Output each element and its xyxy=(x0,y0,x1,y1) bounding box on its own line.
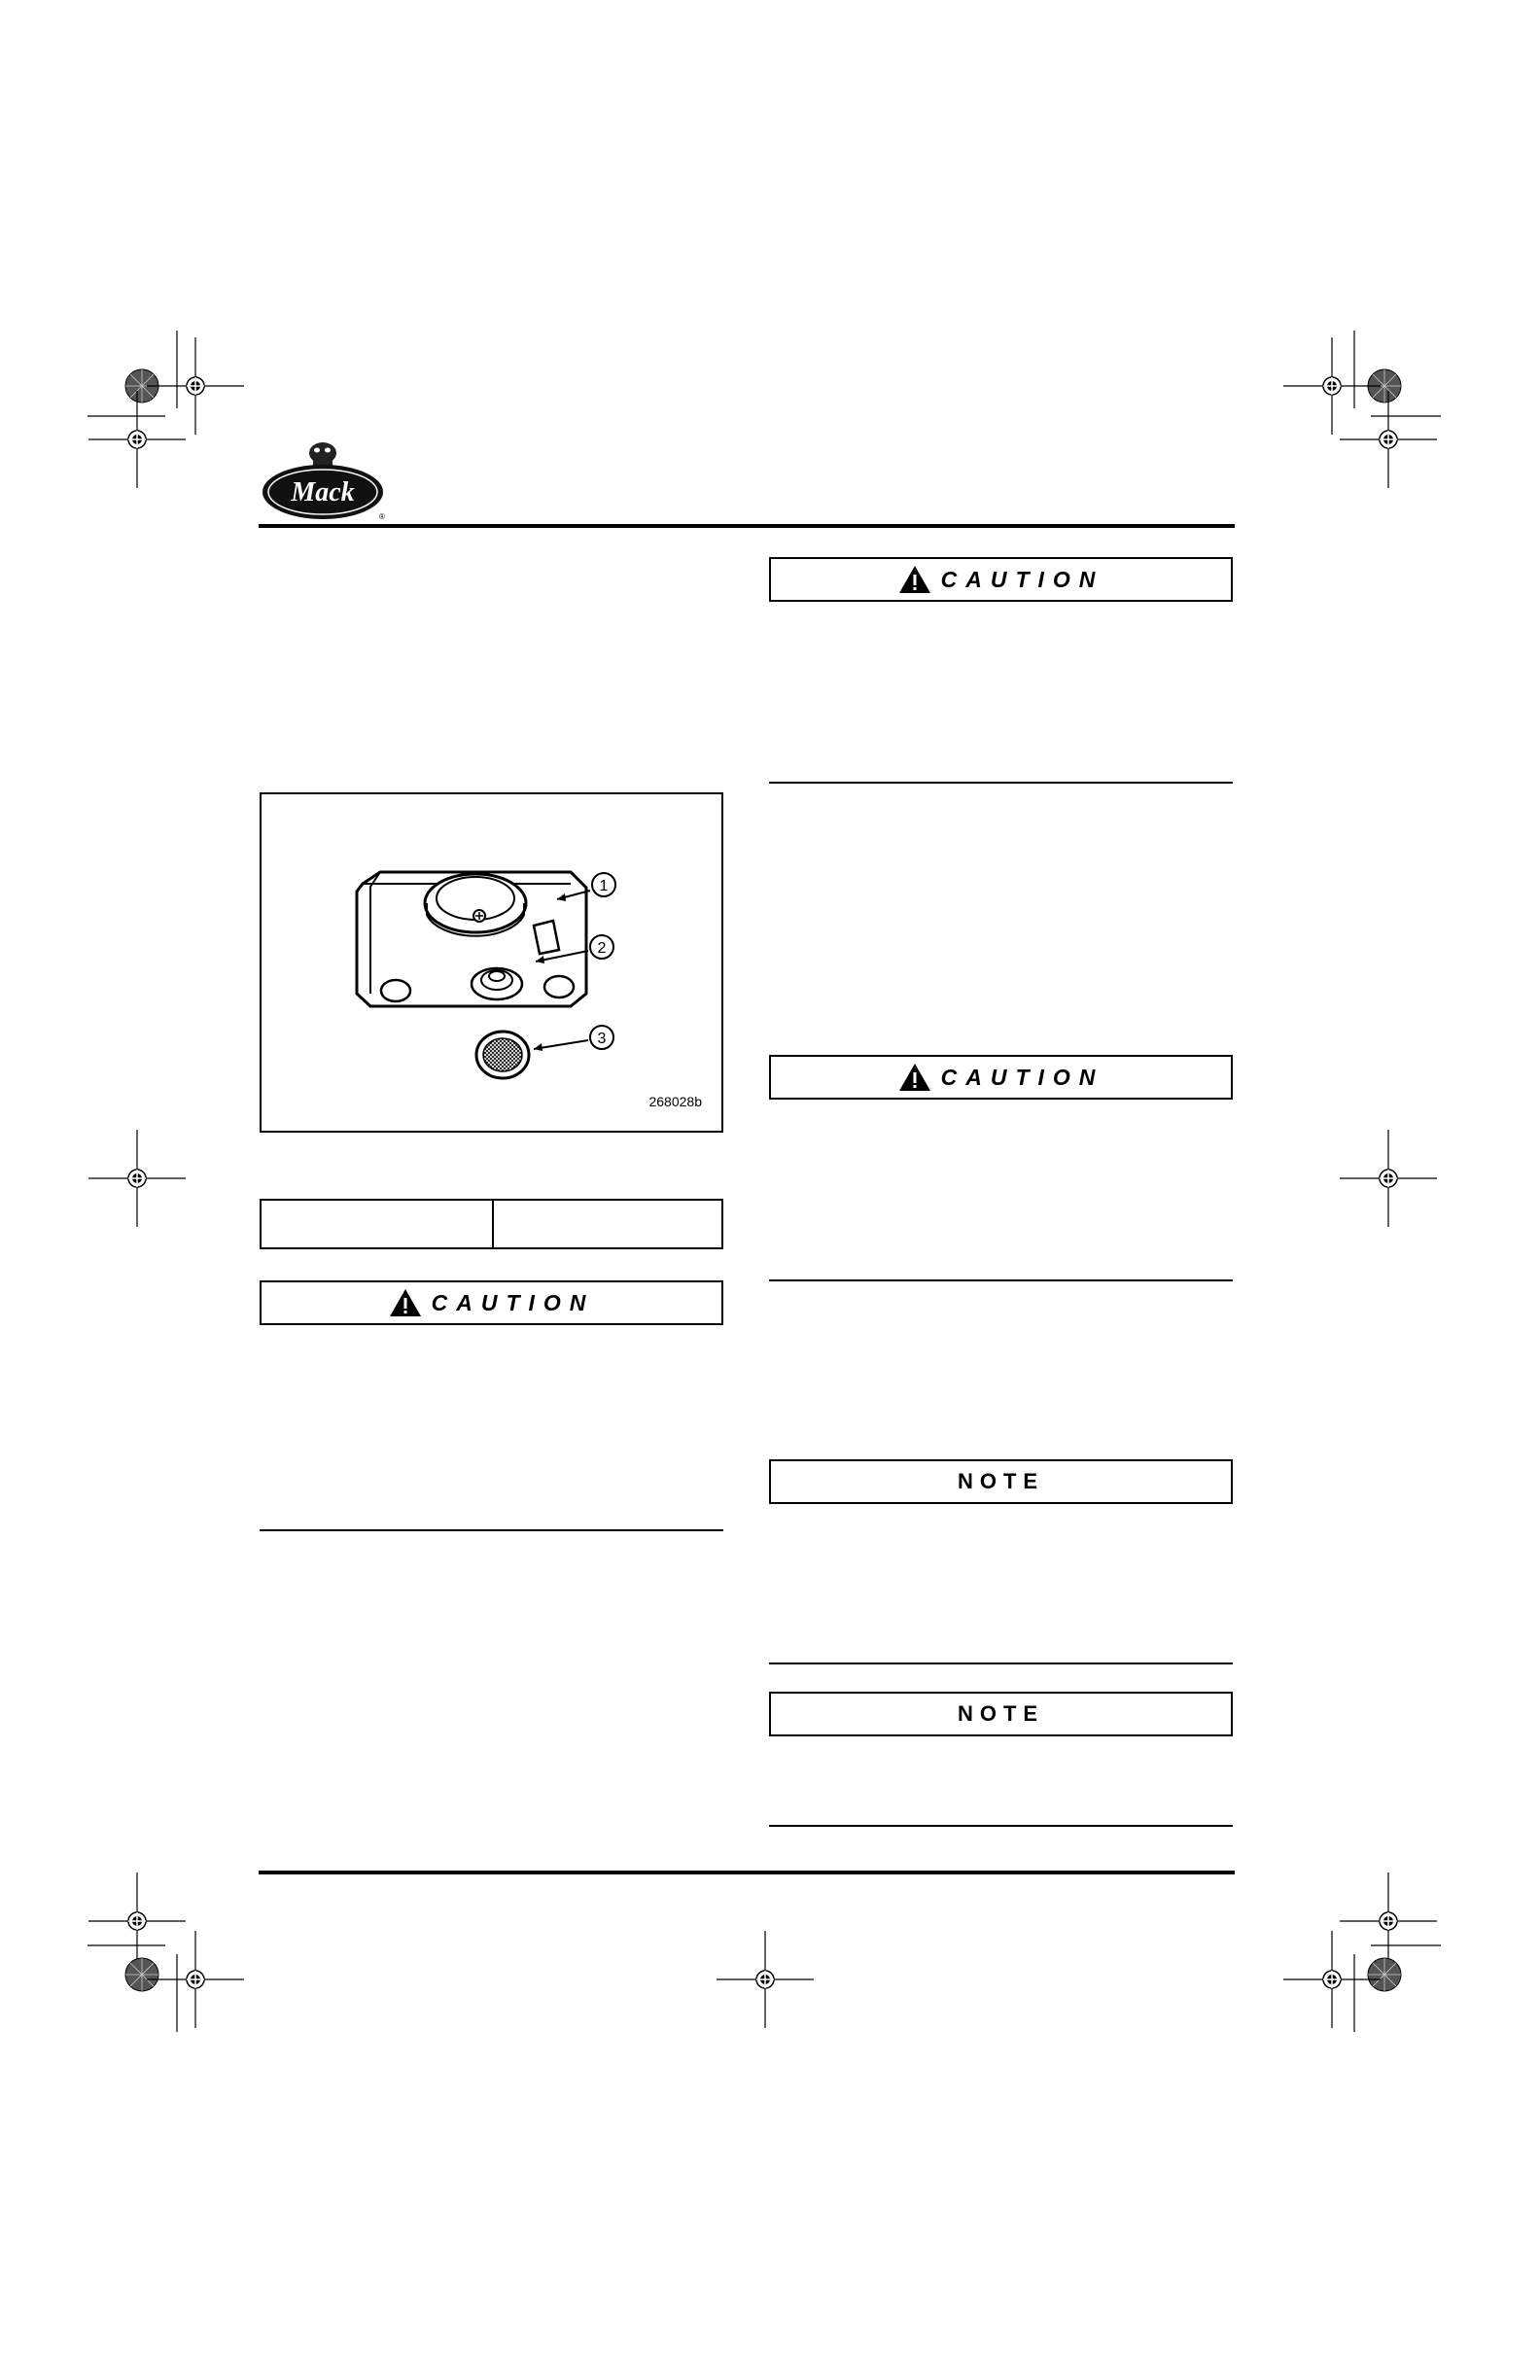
header-rule xyxy=(259,524,1235,528)
note-label: NOTE xyxy=(957,1469,1045,1493)
spec-table xyxy=(260,1199,723,1249)
svg-text:Mack: Mack xyxy=(291,477,355,508)
mack-logo xyxy=(259,436,387,523)
callout-1 xyxy=(592,873,615,896)
caution-header-right-1 xyxy=(769,557,1233,602)
caution-header-left xyxy=(260,1280,723,1325)
note-header-right-2 xyxy=(769,1692,1233,1736)
caution-label: CAUTION xyxy=(940,566,1104,592)
note-header-right-1 xyxy=(769,1459,1233,1504)
note-end-rule-right-2 xyxy=(769,1825,1233,1827)
warning-triangle-icon xyxy=(389,1288,422,1317)
callout-2 xyxy=(590,935,613,959)
svg-text:3: 3 xyxy=(597,1031,607,1047)
caution-end-rule-right-1 xyxy=(769,782,1233,784)
caution-header-right-2 xyxy=(769,1055,1233,1100)
figure-frame xyxy=(260,792,723,1133)
note-label: NOTE xyxy=(957,1701,1045,1726)
svg-text:®: ® xyxy=(379,512,385,521)
warning-triangle-icon xyxy=(898,1063,931,1092)
callout-3 xyxy=(590,1026,613,1049)
footer-rule xyxy=(259,1871,1235,1874)
bulldog-logo-icon xyxy=(259,436,387,523)
spec-table-divider xyxy=(492,1201,494,1247)
note-end-rule-right-1 xyxy=(769,1662,1233,1664)
svg-text:2: 2 xyxy=(597,940,607,957)
figure-id: 268028b xyxy=(648,1094,702,1109)
component-illustration xyxy=(262,794,721,1131)
warning-triangle-icon xyxy=(898,565,931,594)
caution-label: CAUTION xyxy=(940,1064,1104,1090)
caution-end-rule-right-2 xyxy=(769,1279,1233,1281)
svg-text:1: 1 xyxy=(599,878,609,894)
caution-end-rule-left xyxy=(260,1529,723,1531)
caution-label: CAUTION xyxy=(431,1289,595,1315)
